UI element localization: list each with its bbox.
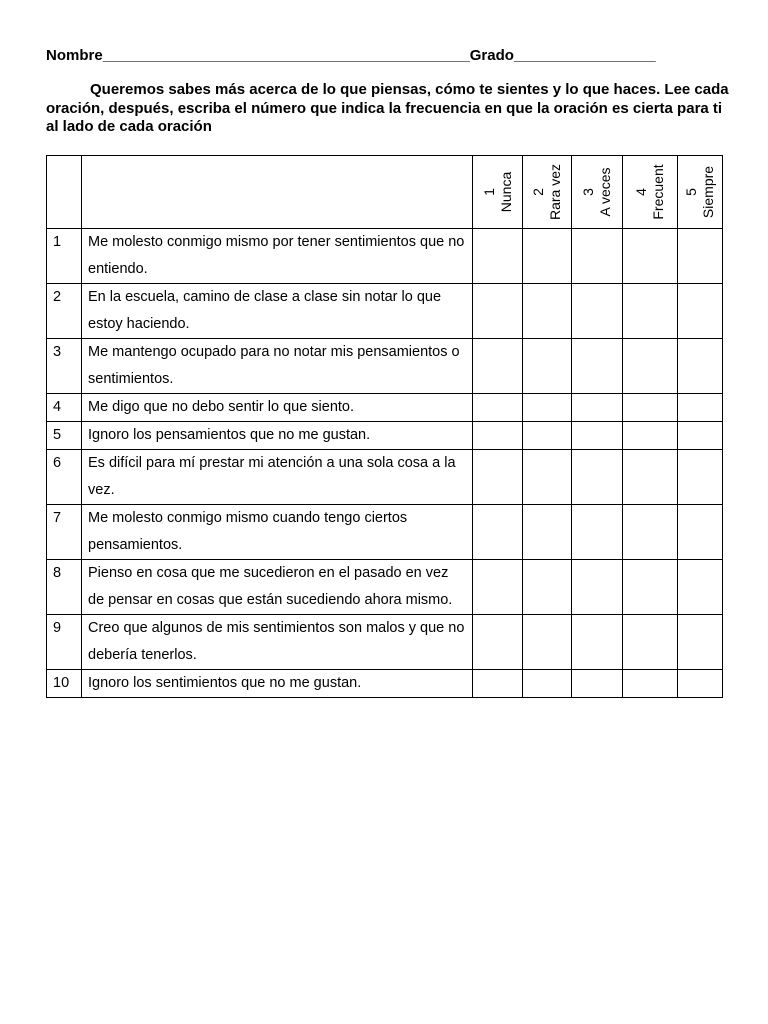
answer-cell[interactable] (473, 394, 523, 422)
answer-cell[interactable] (572, 560, 623, 615)
answer-cell[interactable] (678, 505, 723, 560)
answer-cell[interactable] (473, 422, 523, 450)
item-number: 9 (47, 615, 82, 670)
answer-cell[interactable] (473, 560, 523, 615)
item-statement: Ignoro los pensamientos que no me gustan. (82, 422, 473, 450)
answer-cell[interactable] (678, 422, 723, 450)
answer-cell[interactable] (473, 615, 523, 670)
answer-cell[interactable] (623, 394, 678, 422)
answer-cell[interactable] (473, 284, 523, 339)
grade-field[interactable]: _________________ (513, 47, 656, 64)
answer-cell[interactable] (523, 670, 572, 698)
answer-cell[interactable] (523, 284, 572, 339)
instructions-paragraph: Queremos sabes más acerca de lo que piensas, cómo te sientes y lo que haces. Lee cada oración, después, escriba el número que indica la frecuencia en que la oración es cierta para ti al lado de cada oración (46, 81, 729, 135)
table-row (47, 339, 723, 394)
answer-cell[interactable] (572, 284, 623, 339)
answer-cell[interactable] (572, 615, 623, 670)
scale-number: 5 (683, 188, 699, 196)
answer-cell[interactable] (678, 560, 723, 615)
item-statement: Pienso en cosa que me sucedieron en el pasado en vez de pensar en cosas que están sucediendo ahora mismo. (82, 560, 473, 615)
scale-number: 1 (480, 188, 497, 196)
item-statement: Me molesto conmigo mismo por tener sentimientos que no entiendo. (82, 229, 473, 284)
answer-cell[interactable] (523, 394, 572, 422)
answer-cell[interactable] (623, 422, 678, 450)
answer-cell[interactable] (623, 284, 678, 339)
item-statement: Me digo que no debo sentir lo que siento. (82, 394, 473, 422)
name-field[interactable]: ____________________________________________ (102, 47, 470, 64)
scale-header-1 (473, 156, 523, 229)
item-number: 10 (47, 670, 82, 698)
name-label: Nombre (46, 47, 103, 64)
table-row (47, 615, 723, 670)
scale-header-5 (678, 156, 723, 229)
item-number: 1 (47, 229, 82, 284)
answer-cell[interactable] (678, 229, 723, 284)
answer-cell[interactable] (678, 615, 723, 670)
answer-cell[interactable] (572, 505, 623, 560)
scale-number: 4 (633, 188, 649, 196)
answer-cell[interactable] (623, 505, 678, 560)
item-number: 7 (47, 505, 82, 560)
answer-cell[interactable] (623, 229, 678, 284)
answer-cell[interactable] (678, 450, 723, 505)
item-number: 5 (47, 422, 82, 450)
table-header-row (47, 156, 723, 229)
scale-label: Rara vez (547, 163, 563, 221)
answer-cell[interactable] (572, 229, 623, 284)
answer-cell[interactable] (623, 560, 678, 615)
answer-cell[interactable] (678, 339, 723, 394)
answer-cell[interactable] (523, 422, 572, 450)
item-statement: En la escuela, camino de clase a clase sin notar lo que estoy haciendo. (82, 284, 473, 339)
scale-label: Nunca (497, 171, 514, 213)
table-row (47, 670, 723, 698)
scale-label: A veces (597, 167, 613, 217)
scale-header-3 (572, 156, 623, 229)
survey-table (46, 155, 723, 698)
table-row (47, 284, 723, 339)
table-row (47, 394, 723, 422)
answer-cell[interactable] (572, 422, 623, 450)
answer-cell[interactable] (623, 670, 678, 698)
item-number: 6 (47, 450, 82, 505)
answer-cell[interactable] (678, 284, 723, 339)
statement-column-header (82, 156, 473, 229)
answer-cell[interactable] (523, 560, 572, 615)
answer-cell[interactable] (572, 670, 623, 698)
answer-cell[interactable] (572, 450, 623, 505)
number-column-header (47, 156, 82, 229)
answer-cell[interactable] (473, 505, 523, 560)
scale-number: 2 (530, 188, 546, 196)
item-statement: Creo que algunos de mis sentimientos son malos y que no debería tenerlos. (82, 615, 473, 670)
item-number: 3 (47, 339, 82, 394)
answer-cell[interactable] (523, 450, 572, 505)
answer-cell[interactable] (523, 505, 572, 560)
table-row (47, 560, 723, 615)
table-row (47, 450, 723, 505)
answer-cell[interactable] (572, 394, 623, 422)
table-row (47, 505, 723, 560)
grade-label: Grado (469, 47, 514, 64)
table-row (47, 422, 723, 450)
answer-cell[interactable] (678, 394, 723, 422)
answer-cell[interactable] (678, 670, 723, 698)
item-number: 4 (47, 394, 82, 422)
answer-cell[interactable] (473, 339, 523, 394)
table-row (47, 229, 723, 284)
scale-number: 3 (580, 188, 596, 196)
scale-label: Frecuent (650, 164, 666, 220)
answer-cell[interactable] (572, 339, 623, 394)
answer-cell[interactable] (523, 229, 572, 284)
answer-cell[interactable] (473, 670, 523, 698)
scale-header-2 (523, 156, 572, 229)
item-number: 2 (47, 284, 82, 339)
answer-cell[interactable] (523, 339, 572, 394)
answer-cell[interactable] (473, 229, 523, 284)
item-statement: Me molesto conmigo mismo cuando tengo ciertos pensamientos. (82, 505, 473, 560)
item-statement: Me mantengo ocupado para no notar mis pensamientos o sentimientos. (82, 339, 473, 394)
item-number: 8 (47, 560, 82, 615)
scale-header-4 (623, 156, 678, 229)
scale-label: Siempre (700, 165, 716, 219)
answer-cell[interactable] (473, 450, 523, 505)
item-statement: Es difícil para mí prestar mi atención a una sola cosa a la vez. (82, 450, 473, 505)
answer-cell[interactable] (523, 615, 572, 670)
answer-cell[interactable] (623, 450, 678, 505)
answer-cell[interactable] (623, 339, 678, 394)
answer-cell[interactable] (623, 615, 678, 670)
item-statement: Ignoro los sentimientos que no me gustan. (82, 670, 473, 698)
name-grade-line (46, 47, 656, 65)
